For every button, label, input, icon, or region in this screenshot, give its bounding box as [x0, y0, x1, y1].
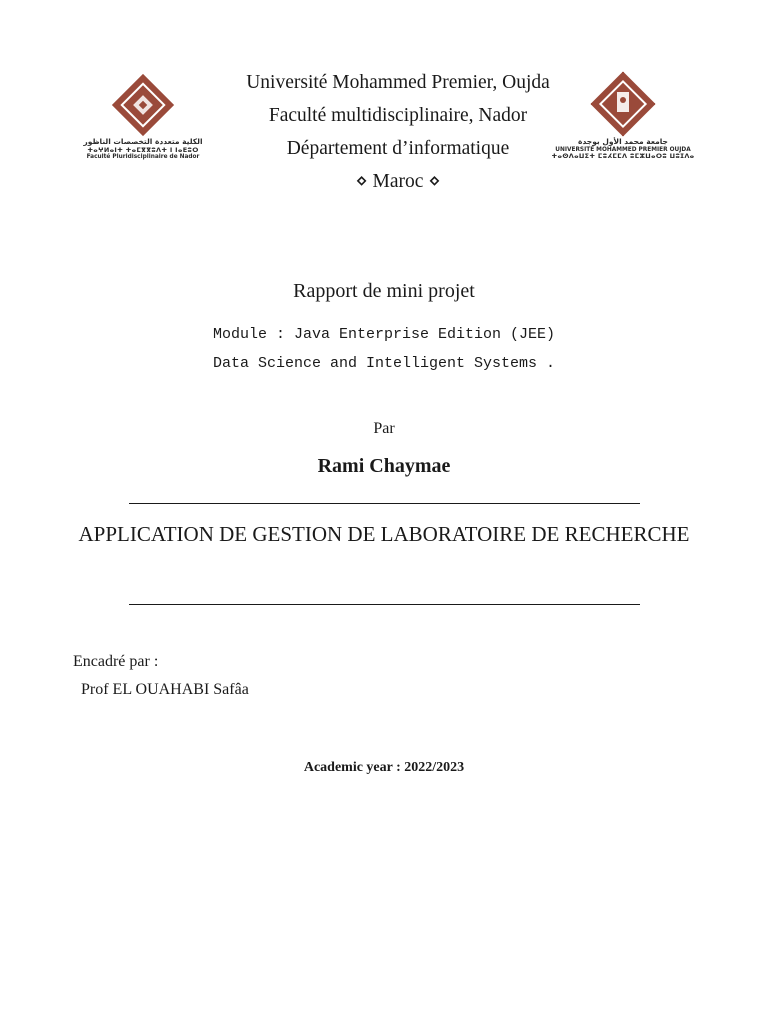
- author-name: Rami Chaymae: [317, 455, 451, 477]
- report-title: Rapport de mini projet: [293, 280, 475, 302]
- university-logo-latin: UNIVERSITE MOHAMMED PREMIER OUJDA: [555, 146, 691, 153]
- university-logo-tifinagh: ⵜⴰⵙⴷⴰⵡⵉⵜ ⵎⵓⵃⵎⵎⴷ ⵓⵎⵣⵡⴰⵔⵓ ⵡⵓⵊⴷⴰ: [551, 152, 695, 161]
- university-logo-icon: [588, 70, 658, 138]
- department-name: Département d’informatique: [286, 138, 510, 159]
- supervisor-name: Prof EL OUAHABI Safâa: [81, 681, 249, 698]
- university-name: Université Mohammed Premier, Oujda: [246, 72, 550, 93]
- faculty-logo-tifinagh: ⵜⴰⵖⵍⴰⵏⵜ ⵜⴰⵎⴳⴳⵓⴷⵜ ⵏ ⵏⴰⴹⵓⵔ: [87, 145, 199, 154]
- title-rule-bottom: [129, 604, 640, 605]
- academic-year: Academic year : 2022/2023: [303, 760, 465, 775]
- supervisor-label: Encadré par :: [73, 653, 159, 670]
- institution-header: [200, 66, 596, 198]
- project-title: APPLICATION DE GESTION DE LABORATOIRE DE RECHERCHE: [78, 522, 690, 546]
- faculty-name: Faculté multidisciplinaire, Nador: [268, 105, 528, 126]
- faculty-logo-french: Faculté Pluridisciplinaire de Nador: [86, 154, 200, 161]
- by-label: Par: [373, 420, 395, 437]
- university-logo-arabic: جامعة محمد الأول بوجدة: [578, 137, 668, 146]
- faculty-logo: [80, 72, 206, 161]
- program-line: Data Science and Intelligent Systems .: [212, 355, 556, 372]
- faculty-logo-arabic: الكلية متعددة التخصصات الناظور: [83, 137, 203, 146]
- country-name: ⋄ Maroc ⋄: [355, 171, 441, 192]
- faculty-logo-icon: [110, 72, 176, 138]
- title-rule-top: [129, 503, 640, 504]
- module-line: Module : Java Enterprise Edition (JEE): [212, 326, 556, 343]
